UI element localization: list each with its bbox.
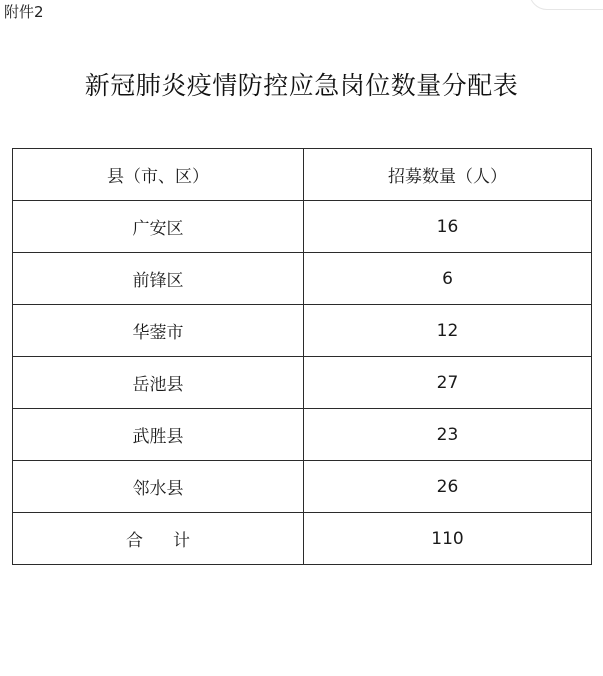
county-cell: 华蓥市 — [13, 305, 304, 357]
count-cell: 16 — [304, 201, 592, 253]
allocation-table — [12, 148, 592, 565]
table-row — [13, 409, 592, 461]
count-cell: 23 — [304, 409, 592, 461]
county-cell: 岳池县 — [13, 357, 304, 409]
count-cell: 26 — [304, 461, 592, 513]
header-county: 县（市、区） — [13, 149, 304, 201]
total-row — [13, 513, 592, 565]
county-cell: 武胜县 — [13, 409, 304, 461]
county-cell: 邻水县 — [13, 461, 304, 513]
county-cell: 前锋区 — [13, 253, 304, 305]
table-header-row — [13, 149, 592, 201]
table-row — [13, 461, 592, 513]
table-row — [13, 357, 592, 409]
total-label-cell — [13, 513, 304, 565]
total-count-cell: 110 — [304, 513, 592, 565]
table-row — [13, 305, 592, 357]
count-cell: 12 — [304, 305, 592, 357]
document-title: 新冠肺炎疫情防控应急岗位数量分配表 — [84, 71, 519, 100]
attachment-label: 附件2 — [4, 3, 44, 21]
count-cell: 6 — [304, 253, 592, 305]
count-cell: 27 — [304, 357, 592, 409]
total-label: 合计 — [126, 531, 220, 551]
table-row — [13, 201, 592, 253]
table-row — [13, 253, 592, 305]
corner-overlay — [529, 0, 603, 10]
header-count: 招募数量（人） — [304, 149, 592, 201]
county-cell: 广安区 — [13, 201, 304, 253]
